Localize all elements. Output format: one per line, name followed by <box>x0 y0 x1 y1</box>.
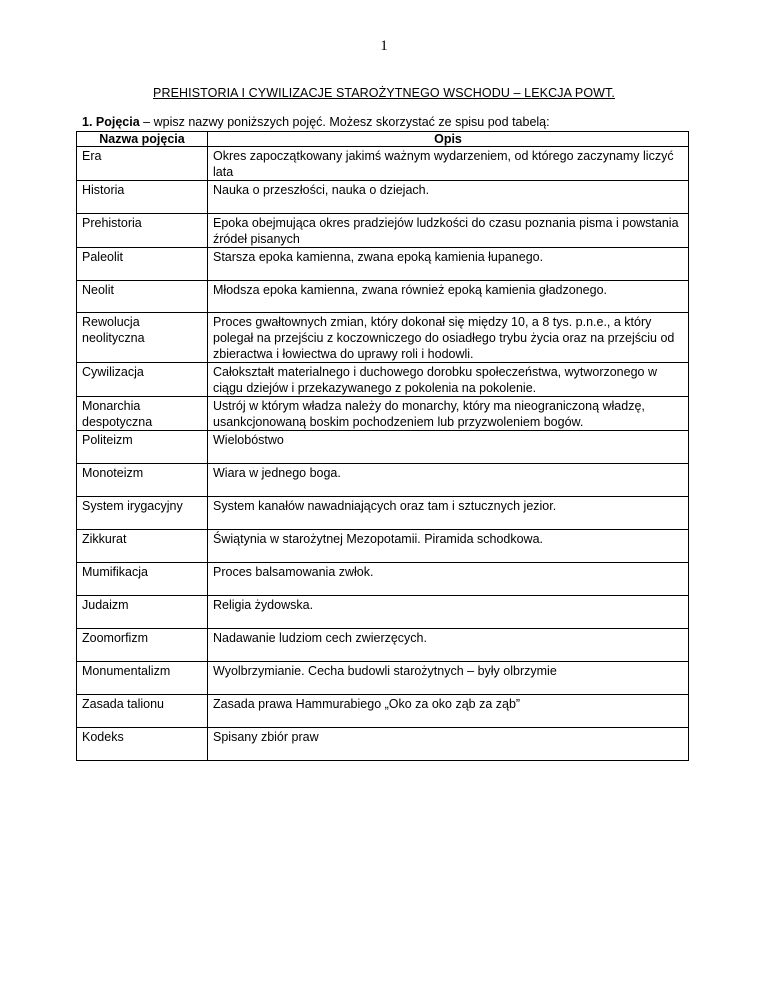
description-cell: Wiara w jednego boga. <box>208 464 689 497</box>
table-row <box>77 313 689 363</box>
description-cell: Młodsza epoka kamienna, zwana również epoką kamienia gładzonego. <box>208 281 689 313</box>
header-description: Opis <box>208 132 689 147</box>
description-cell: System kanałów nawadniających oraz tam i sztucznych jezior. <box>208 497 689 530</box>
term-cell: Mumifikacja <box>77 563 208 596</box>
table-row <box>77 147 689 181</box>
table-row <box>77 728 689 761</box>
section-number-label: 1. Pojęcia <box>82 115 140 129</box>
term-cell: Paleolit <box>77 248 208 281</box>
term-cell: Rewolucja neolityczna <box>77 313 208 363</box>
term-cell: Zoomorfizm <box>77 629 208 662</box>
description-cell: Proces balsamowania zwłok. <box>208 563 689 596</box>
description-cell: Starsza epoka kamienna, zwana epoką kamienia łupanego. <box>208 248 689 281</box>
term-cell: System irygacyjny <box>77 497 208 530</box>
description-cell: Nadawanie ludziom cech zwierzęcych. <box>208 629 689 662</box>
table-row <box>77 431 689 464</box>
term-cell: Monarchia despotyczna <box>77 397 208 431</box>
table-row <box>77 214 689 248</box>
section-heading <box>82 115 722 129</box>
table-row <box>77 181 689 214</box>
document-title: PREHISTORIA I CYWILIZACJE STAROŻYTNEGO WSCHODU – LEKCJA POWT. <box>153 86 615 100</box>
table-row <box>77 281 689 313</box>
table-row <box>77 530 689 563</box>
term-cell: Cywilizacja <box>77 363 208 397</box>
section-instruction: – wpisz nazwy poniższych pojęć. Możesz skorzystać ze spisu pod tabelą: <box>139 115 550 129</box>
description-cell: Zasada prawa Hammurabiego „Oko za oko ząb za ząb” <box>208 695 689 728</box>
table-row <box>77 248 689 281</box>
table-row <box>77 363 689 397</box>
description-cell: Religia żydowska. <box>208 596 689 629</box>
table-row <box>77 397 689 431</box>
terms-table <box>76 131 689 761</box>
term-cell: Kodeks <box>77 728 208 761</box>
table-header-row <box>77 132 689 147</box>
term-cell: Neolit <box>77 281 208 313</box>
header-term-name: Nazwa pojęcia <box>77 132 208 147</box>
table-row <box>77 497 689 530</box>
table-row <box>77 596 689 629</box>
description-cell: Świątynia w starożytnej Mezopotamii. Piramida schodkowa. <box>208 530 689 563</box>
description-cell: Wyolbrzymianie. Cecha budowli starożytnych – były olbrzymie <box>208 662 689 695</box>
term-cell: Zikkurat <box>77 530 208 563</box>
description-cell: Ustrój w którym władza należy do monarchy, który ma nieograniczoną władzę, usankcjonowaną boskim pochodzeniem lub przyzwoleniem bogów. <box>208 397 689 431</box>
term-cell: Judaizm <box>77 596 208 629</box>
table-row <box>77 464 689 497</box>
table-row <box>77 563 689 596</box>
description-cell: Wielobóstwo <box>208 431 689 464</box>
description-cell: Całokształt materialnego i duchowego dorobku społeczeństwa, wytworzonego w ciągu dziejów i przekazywanego z pokolenia na pokolenie. <box>208 363 689 397</box>
term-cell: Era <box>77 147 208 181</box>
description-cell: Okres zapoczątkowany jakimś ważnym wydarzeniem, od którego zaczynamy liczyć lata <box>208 147 689 181</box>
term-cell: Historia <box>77 181 208 214</box>
term-cell: Monumentalizm <box>77 662 208 695</box>
term-cell: Zasada talionu <box>77 695 208 728</box>
term-cell: Monoteizm <box>77 464 208 497</box>
table-row <box>77 662 689 695</box>
table-row <box>77 695 689 728</box>
term-cell: Politeizm <box>77 431 208 464</box>
description-cell: Epoka obejmująca okres pradziejów ludzkości do czasu poznania pisma i powstania źródeł pisanych <box>208 214 689 248</box>
table-row <box>77 629 689 662</box>
description-cell: Nauka o przeszłości, nauka o dziejach. <box>208 181 689 214</box>
description-cell: Spisany zbiór praw <box>208 728 689 761</box>
page-number: 1 <box>380 38 388 54</box>
description-cell: Proces gwałtownych zmian, który dokonał się między 10, a 8 tys. p.n.e., a który polegał na przejściu z koczowniczego do osiadłego trybu życia oraz na przejściu od zbieractwa i łowiectwa do uprawy roli i hodowli. <box>208 313 689 363</box>
term-cell: Prehistoria <box>77 214 208 248</box>
